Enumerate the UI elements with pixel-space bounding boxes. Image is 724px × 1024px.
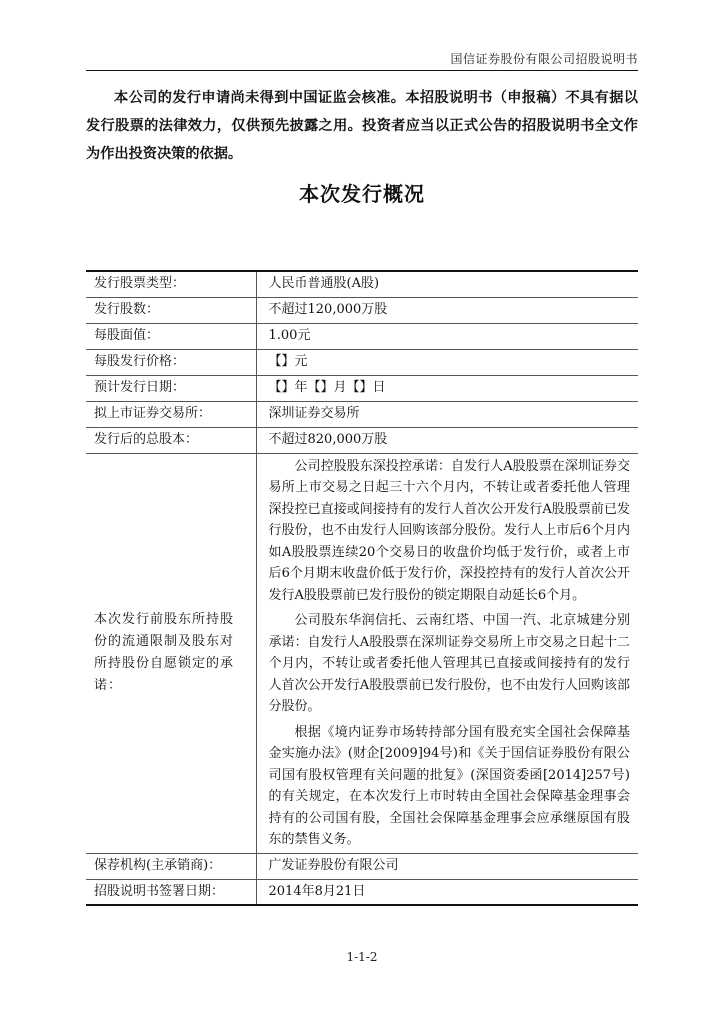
page-title: 本次发行概况: [299, 182, 425, 206]
table-row: [86, 323, 638, 349]
controlling-shareholder-commitment: 公司控股股东深投控承诺：自发行人A股股票在深圳证券交易所上市交易之日起三十六个月内，不转让或者委托他人管理深投控已直接或间接持有的发行人首次公开发行A股股票前已发行股份，也不由发行人回购该部分股份。发行人上市后6个月内如A股股票连续20个交易日的收盘价均低于发行价，或者上市后6个月期末收盘价低于发行价，深投控持有的发行人首次公开发行A股股票前已发行股份的锁定期限自动延长6个月。: [268, 458, 630, 603]
row-label: 每股发行价格：: [86, 349, 256, 375]
row-value: 1.00元: [256, 323, 638, 349]
sponsor-label: 保荐机构(主承销商)：: [86, 853, 256, 879]
commitment-row: [86, 453, 638, 853]
row-label: 发行股数：: [86, 297, 256, 323]
row-label: 每股面值：: [86, 323, 256, 349]
row-value: 人民币普通股(A股): [256, 271, 638, 297]
commitment-content: [256, 453, 638, 853]
header-divider: [86, 70, 638, 71]
table-row: [86, 375, 638, 401]
table-row: [86, 349, 638, 375]
row-value: 【】年【】月【】日: [256, 375, 638, 401]
table-row: [86, 271, 638, 297]
row-label: 发行股票类型：: [86, 271, 256, 297]
offering-overview-table: [86, 270, 638, 906]
table-row: [86, 427, 638, 453]
row-value: 不超过120,000万股: [256, 297, 638, 323]
row-value: 【】元: [256, 349, 638, 375]
commitment-label: 本次发行前股东所持股份的流通限制及股东对所持股份自愿锁定的承诺：: [86, 453, 256, 853]
page-number: 1-1-2: [346, 950, 378, 964]
disclaimer-notice: 本公司的发行申请尚未得到中国证监会核准。本招股说明书（申报稿）不具有据以发行股票的法律效力，仅供预先披露之用。投资者应当以正式公告的招股说明书全文作为作出投资决策的依据。: [86, 90, 638, 162]
row-label: 发行后的总股本：: [86, 427, 256, 453]
row-value: 深圳证券交易所: [256, 401, 638, 427]
sign-date-value: 2014年8月21日: [256, 879, 638, 905]
row-label: 拟上市证券交易所：: [86, 401, 256, 427]
sign-date-label: 招股说明书签署日期：: [86, 879, 256, 905]
table-row: [86, 401, 638, 427]
state-shares-transfer-provision: 根据《境内证券市场转持部分国有股充实全国社会保障基金实施办法》(财企[2009]94号)和《关于国信证券股份有限公司国有股权管理有关问题的批复》(深国资委函[2014]257号)的有关规定，在本次发行上市时转由全国社会保障基金理事会持有的公司国有股，全国社会保障基金理事会应承继原国有股东的禁售义务。: [268, 724, 630, 847]
table-row: [86, 297, 638, 323]
running-header: 国信证券股份有限公司招股说明书: [450, 52, 638, 66]
row-value: 不超过820,000万股: [256, 427, 638, 453]
sponsor-value: 广发证券股份有限公司: [256, 853, 638, 879]
other-shareholders-commitment: 公司股东华润信托、云南红塔、中国一汽、北京城建分别承诺：自发行人A股股票在深圳证券交易所上市交易之日起十二个月内，不转让或者委托他人管理其已直接或间接持有的发行人首次公开发行A股股票前已发行股份，也不由发行人回购该部分股份。: [268, 613, 630, 714]
row-label: 预计发行日期：: [86, 375, 256, 401]
table-row: [86, 853, 638, 879]
table-row: [86, 879, 638, 905]
